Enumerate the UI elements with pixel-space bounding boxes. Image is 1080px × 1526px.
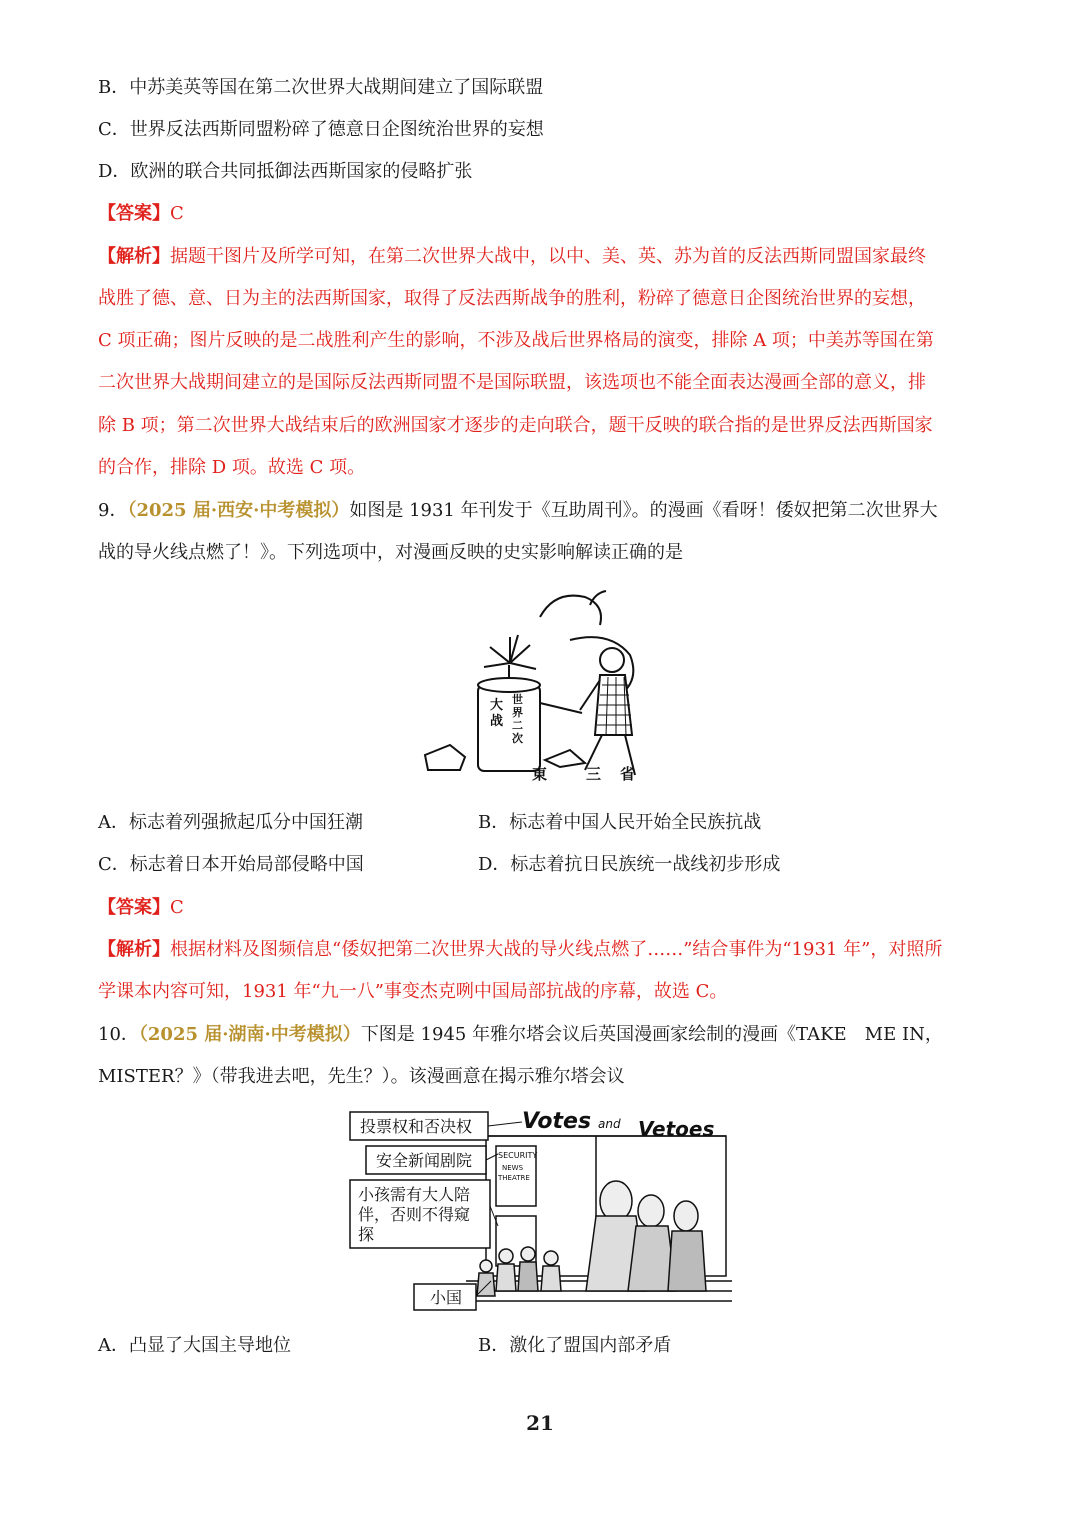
q9-option-c: C．标志着日本开始局部侵略中国	[98, 854, 364, 875]
q10-option-b: B．激化了盟国内部矛盾	[478, 1335, 672, 1356]
sign-title: Votes	[522, 1109, 592, 1134]
question-source: （2025 届·西安·中考模拟）	[127, 500, 350, 521]
ground-label: 三	[586, 765, 602, 783]
answer-value: C	[170, 897, 184, 918]
q9-stem-cont: 战的导火线点燃了！》。下列选项中，对漫画反映的史实影响解读正确的是	[98, 542, 683, 563]
q8-analysis-line: 二次世界大战期间建立的是国际反法西斯同盟不是国际联盟，该选项也不能全面表达漫画全部的意义，排	[98, 372, 926, 393]
q10-stem	[98, 1023, 943, 1047]
sign-title: and	[598, 1117, 621, 1131]
q8-answer	[98, 202, 184, 226]
theatre-sign: THEATRE	[498, 1174, 530, 1182]
firecracker-label: 次	[512, 732, 523, 745]
theatre-sign: NEWS	[502, 1164, 524, 1172]
callout-label: 小国	[430, 1288, 463, 1307]
question-stem: 下图是 1945 年雅尔塔会议后英国漫画家绘制的漫画《TAKE ME IN，	[360, 1024, 943, 1045]
q9-answer	[98, 896, 184, 920]
answer-label: 【答案】	[98, 203, 170, 224]
callout-label: 小孩需有大人陪	[358, 1185, 471, 1204]
analysis-text: 据题干图片及所学可知，在第二次世界大战中，以中、美、英、苏为首的反法西斯同盟国家最终	[170, 246, 926, 267]
q8-analysis-line: C 项正确；图片反映的是二战胜利产生的影响，不涉及战后世界格局的演变，排除 A 项；中美苏等国在第	[98, 330, 934, 351]
q9-analysis-line	[98, 938, 942, 962]
theatre-sign: SECURITY	[498, 1151, 538, 1160]
question-source: （2025 届·湖南·中考模拟）	[138, 1024, 361, 1045]
answer-value: C	[170, 203, 184, 224]
callout-label: 投票权和否决权	[360, 1117, 473, 1136]
q8-analysis-line	[98, 245, 926, 269]
firecracker-label: 世	[512, 693, 523, 706]
question-number: 10．	[98, 1024, 139, 1045]
callout-label: 探	[358, 1225, 375, 1244]
firecracker-label: 界	[512, 706, 523, 719]
q8-option-d: D．欧洲的联合共同抵御法西斯国家的侵略扩张	[98, 161, 473, 182]
q9-option-d: D．标志着抗日民族统一战线初步形成	[478, 854, 781, 875]
callout-label: 伴，否则不得窥	[358, 1205, 471, 1224]
q8-analysis-line: 的合作，排除 D 项。故选 C 项。	[98, 457, 366, 478]
q8-option-b: B．中苏美英等国在第二次世界大战期间建立了国际联盟	[98, 77, 544, 98]
question-stem: 如图是 1931 年刊发于《互助周刊》。的漫画《看呀！倭奴把第二次世界大	[349, 500, 938, 521]
analysis-text: 根据材料及图频信息“倭奴把第二次世界大战的导火线点燃了……”结合事件为“1931 年”，对照所	[170, 939, 943, 960]
q9-option-a: A．标志着列强掀起瓜分中国狂潮	[98, 812, 363, 833]
q9-cartoon-image	[420, 585, 660, 785]
q8-analysis-line: 除 B 项；第二次世界大战结束后的欧洲国家才逐步的走向联合，题干反映的联合指的是世界反法西斯国家	[98, 415, 933, 436]
firecracker-label: 大	[490, 698, 504, 713]
q8-analysis-line: 战胜了德、意、日为主的法西斯国家，取得了反法西斯战争的胜利，粉碎了德意日企图统治世界的妄想，	[98, 288, 926, 309]
firecracker-label: 二	[512, 719, 523, 732]
q10-stem-cont: MISTER？》（带我进去吧，先生？）。该漫画意在揭示雅尔塔会议	[98, 1066, 625, 1087]
q9-analysis-line: 学课本内容可知，1931 年“九一八”事变杰克咧中国局部抗战的序幕，故选 C。	[98, 981, 728, 1002]
page-number: 21	[526, 1411, 554, 1435]
firecracker-label: 战	[490, 714, 504, 729]
answer-label: 【答案】	[98, 897, 170, 918]
q8-option-c: C．世界反法西斯同盟粉碎了德意日企图统治世界的妄想	[98, 119, 544, 140]
analysis-label: 【解析】	[98, 246, 170, 267]
q10-cartoon-image	[346, 1106, 732, 1318]
q10-option-a: A．凸显了大国主导地位	[98, 1335, 291, 1356]
question-number: 9．	[98, 500, 128, 521]
ground-label: 東	[532, 765, 548, 783]
analysis-label: 【解析】	[98, 939, 170, 960]
q9-stem	[98, 499, 938, 523]
callout-label: 安全新闻剧院	[376, 1151, 473, 1170]
q9-option-b: B．标志着中国人民开始全民族抗战	[478, 812, 762, 833]
sign-title: Vetoes	[638, 1117, 715, 1141]
ground-label: 省	[620, 765, 636, 783]
